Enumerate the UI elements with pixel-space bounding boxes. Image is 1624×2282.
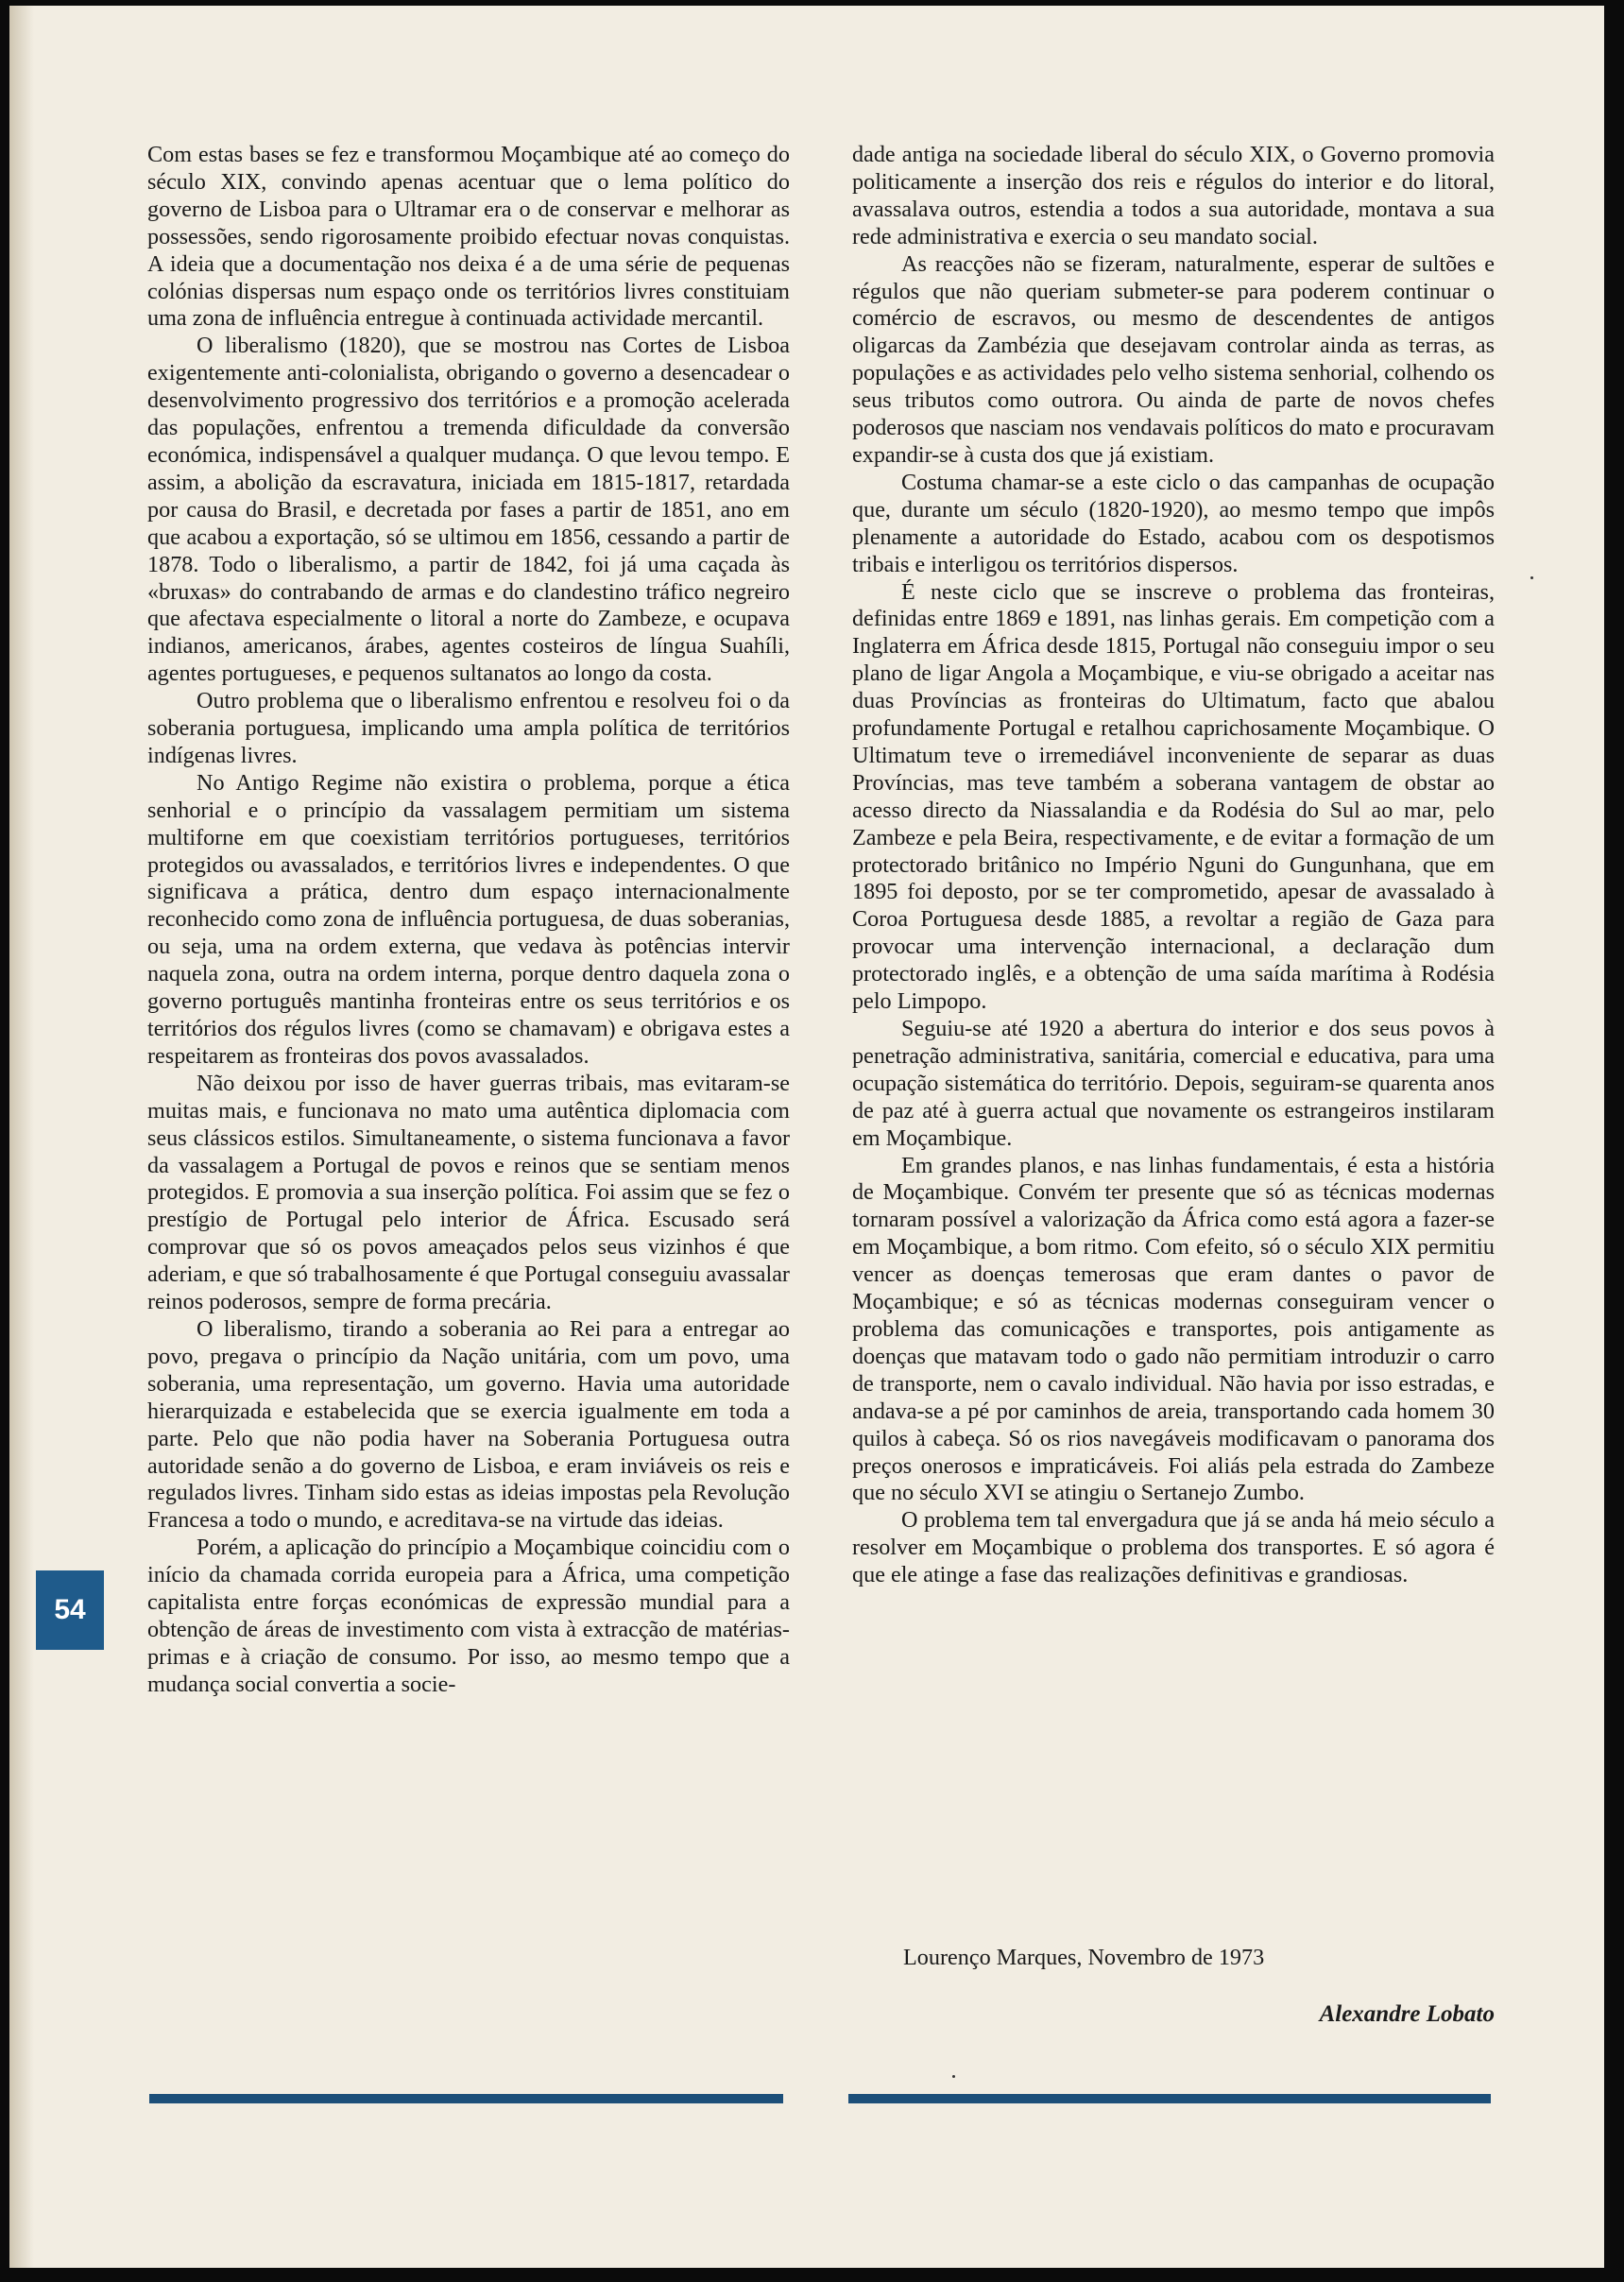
paragraph: Outro problema que o liberalismo enfrentou e resolveu foi o da soberania portuguesa, implicando uma ampla política de territórios indígenas livres.: [147, 688, 790, 768]
paragraph: Costuma chamar-se a este ciclo o das campanhas de ocupação que, durante um século (1820-1920), ao mesmo tempo que impôs plenamente a autoridade do Estado, acabou com os despotismos tribais e interligou os territórios dispersos.: [852, 469, 1495, 577]
paragraph: O problema tem tal envergadura que já se anda há meio século a resolver em Moçambique o problema dos transportes. E só agora é que ele atinge a fase das realizações definitivas e grandiosas.: [852, 1507, 1495, 1588]
paragraph: No Antigo Regime não existira o problema, porque a ética senhorial e o princípio da vassalagem permitiam um sistema multiforne em que coexistiam territórios portugueses, territórios protegidos ou avassalados, e territórios livres e independentes. O que significava a prática, dentro dum espaço internacionalmente reconhecido como zona de influência portuguesa, de duas soberanias, ou seja, uma na ordem externa, que vedava às potências intervir naquela zona, outra na ordem interna, porque dentro daquela zona o governo português mantinha fronteiras entre os seus territórios e os territórios dos régulos livres (como se chamavam) e obrigava estes a respeitarem as fronteiras dos povos avassalados.: [147, 769, 790, 1069]
paragraph: dade antiga na sociedade liberal do século XIX, o Governo promovia politicamente a inserção dos reis e régulos do interior e do litoral, avassalava outros, estendia a todos a sua autoridade, montava a sua rede administrativa e exercia o seu mandato social.: [852, 142, 1495, 249]
print-speck: [952, 2075, 955, 2078]
page: [9, 6, 1604, 2268]
right-column: [852, 142, 1495, 1589]
paragraph: É neste ciclo que se inscreve o problema das fronteiras, definidas entre 1869 e 1891, nas linhas gerais. Em competição com a Inglaterra em África desde 1815, Portugal não conseguiu impor o seu plano de ligar Angola a Moçambique, e viu-se obrigado a aceitar nas duas Províncias as fronteiras do Ultimatum, facto que abalou profundamente Portugal e retalhou caprichosamente Moçambique. O Ultimatum teve o irremediável inconveniente de separar as duas Províncias, mas teve também a soberana vantagem de obstar ao acesso directo da Niassalandia e da Rodésia do Sul ao mar, pelo Zambeze e pela Beira, respectivamente, e de evitar a formação de um protectorado britânico no Império Nguni do Gungunhana, que em 1895 foi deposto, por se ter comprometido, apesar de avassalado à Coroa Portuguesa desde 1885, a revoltar a região de Gaza para provocar uma intervenção internacional, a declaração dum protectorado inglês, e a obtenção de uma saída marítima à Rodésia pelo Limpopo.: [852, 578, 1495, 1015]
footer-rule-right: [848, 2094, 1491, 2103]
paragraph: Seguiu-se até 1920 a abertura do interior e dos seus povos à penetração administrativa, sanitária, comercial e educativa, para uma ocupação sistemática do território. Depois, seguiram-se quarenta anos de paz até à guerra actual que novamente os estrangeiros instilaram em Moçambique.: [852, 1016, 1495, 1151]
dateline: Lourenço Marques, Novembro de 1973: [903, 1945, 1265, 1970]
print-speck: [1530, 576, 1533, 579]
paragraph: O liberalismo, tirando a soberania ao Rei para a entregar ao povo, pregava o princípio da Nação unitária, com um povo, uma soberania, uma representação, um governo. Havia uma autoridade hierarquizada e estabelecida que se exercia igualmente em toda a parte. Pelo que não podia haver na Soberania Portuguesa outra autoridade senão a do governo de Lisboa, e eram inviáveis os reis e regulados livres. Tinham sido estas as ideias impostas pela Revolução Francesa a todo o mundo, e acreditava-se na virtude das ideias.: [147, 1315, 790, 1534]
footer-rule-left: [149, 2094, 783, 2103]
page-number-badge: [36, 1570, 104, 1650]
page-number: 54: [54, 1594, 86, 1625]
paragraph: As reacções não se fizeram, naturalmente, esperar de sultões e régulos que não queriam submeter-se para poderem continuar o comércio de escravos, ou mesmo de descendentes de antigos oligarcas da Zambézia que desejavam controlar ainda as terras, as populações e as actividades pelo velho sistema senhorial, colhendo os seus tributos como outrora. Ou ainda de parte de novos chefes poderosos que nasciam nos vendavais políticos do mato e procuravam expandir-se à custa dos que já existiam.: [852, 250, 1495, 468]
paragraph: Não deixou por isso de haver guerras tribais, mas evitaram-se muitas mais, e funcionava no mato uma autêntica diplomacia com seus clássicos estilos. Simultaneamente, o sistema funcionava a favor da vassalagem a Portugal de povos e reinos que se sentiam menos protegidos. E promovia a sua inserção política. Foi assim que se fez o prestígio de Portugal pelo interior de África. Escusado será comprovar que só os povos ameaçados pelos seus vizinhos é que aderiam, e que só trabalhosamente é que Portugal conseguiu avassalar reinos poderosos, sempre de forma precária.: [147, 1070, 790, 1315]
paragraph: O liberalismo (1820), que se mostrou nas Cortes de Lisboa exigentemente anti-colonialista, obrigando o governo a desencadear o desenvolvimento progressivo dos territórios e a promoção acelerada das populações, enfrentou a tremenda dificuldade da conversão económica, indispensável a qualquer mudança. O que levou tempo. E assim, a abolição da escravatura, iniciada em 1815-1817, retardada por causa do Brasil, e decretada por fases a partir de 1851, ano em que acabou a exportação, só se ultimou em 1856, cessando a partir de 1878. Todo o liberalismo, a partir de 1842, foi já uma caçada às «bruxas» do contrabando de armas e do clandestino tráfico negreiro que afectava especialmente o litoral a norte do Zambeze, e ocupava indianos, americanos, árabes, agentes costeiros de língua Suahíli, agentes portugueses, e pequenos sultanatos ao longo da costa.: [147, 333, 790, 687]
left-column: [147, 142, 790, 1699]
paragraph: Porém, a aplicação do princípio a Moçambique coincidiu com o início da chamada corrida europeia para a África, uma competição capitalista entre forças económicas de expressão mundial para a obtenção de áreas de investimento com vista à extracção de matérias-primas e à criação de consumo. Por isso, ao mesmo tempo que a mudança social convertia a socie-: [147, 1535, 790, 1697]
paragraph: Com estas bases se fez e transformou Moçambique até ao começo do século XIX, convindo apenas acentuar que o lema político do governo de Lisboa para o Ultramar era o de conservar e melhorar as possessões, sendo rigorosamente proibido efectuar novas conquistas. A ideia que a documentação nos deixa é a de uma série de pequenas colónias dispersas num espaço onde os territórios livres constituiam uma zona de influência entregue à continuada actividade mercantil.: [147, 142, 790, 332]
paragraph: Em grandes planos, e nas linhas fundamentais, é esta a história de Moçambique. Convém ter presente que só as técnicas modernas tornaram possível a valorização da África como está agora a fazer-se em Moçambique, a bom ritmo. Com efeito, só o século XIX permitiu vencer as doenças temerosas que eram dantes o pavor de Moçambique; e só as técnicas modernas conseguiram vencer o problema das comunicações e transportes, pois antigamente as doenças que matavam todo o gado não permitiam introduzir o carro de transporte, nem o cavalo individual. Não havia por isso estradas, e andava-se a pé por caminhos de areia, transportando cada homem 30 quilos à cabeça. Só os rios navegáveis modificavam o panorama dos preços onerosos e impraticáveis. Foi aliás pela estrada do Zambeze que no século XVI se atingiu o Sertanejo Zumbo.: [852, 1152, 1495, 1506]
author-signature: Alexandre Lobato: [1319, 2001, 1495, 2027]
